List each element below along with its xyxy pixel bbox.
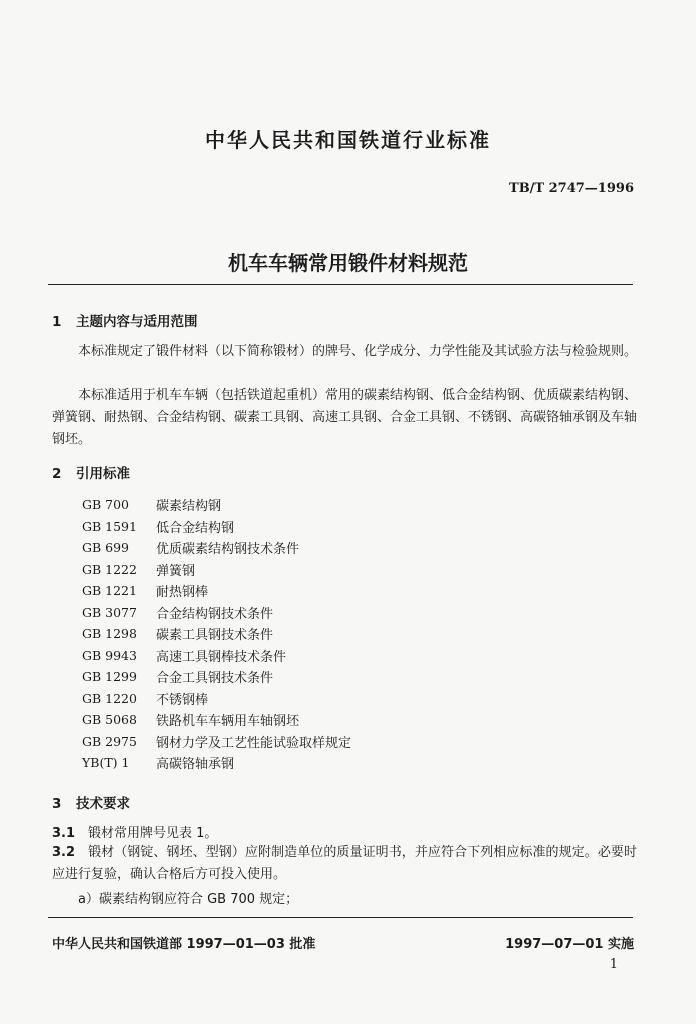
reference-code: GB 9943 <box>82 647 137 663</box>
reference-code: GB 2975 <box>82 733 137 749</box>
top-divider <box>48 284 633 285</box>
clause-3-2 <box>52 842 637 886</box>
reference-row <box>82 580 351 602</box>
effective-date: 1997—07—01 实施 <box>505 937 634 952</box>
clause-item-a: a）碳素结构钢应符合 GB 700 规定； <box>78 892 299 907</box>
reference-name: 高速工具钢棒技术条件 <box>156 649 287 665</box>
reference-row <box>82 645 351 667</box>
reference-row <box>82 516 351 538</box>
section-1-heading <box>52 310 198 330</box>
reference-code: GB 1221 <box>82 583 137 599</box>
reference-row <box>82 731 351 753</box>
clause-text: 锻材（钢锭、钢坯、型钢）应附制造单位的质量证明书，并应符合下列相应标准的规定。必要时应进行复验，确认合格后方可投入使用。 <box>52 845 637 882</box>
standard-number: TB/T 2747—1996 <box>509 181 634 196</box>
reference-code: GB 700 <box>82 497 130 513</box>
reference-code: GB 3077 <box>82 604 137 620</box>
reference-name: 优质碳素结构钢技术条件 <box>156 542 300 558</box>
reference-row <box>82 623 351 645</box>
reference-row <box>82 709 351 731</box>
section-1-paragraph-2: 本标准适用于机车车辆（包括铁道起重机）常用的碳素结构钢、低合金结构钢、优质碳素结构钢、弹簧钢、耐热钢、合金结构钢、碳素工具钢、高速工具钢、合金工具钢、不锈钢、高碳铬轴承钢及车轴钢坯。 <box>52 388 638 447</box>
reference-name: 耐热钢棒 <box>156 585 209 601</box>
document-title: 机车车辆常用锻件材料规范 <box>228 251 468 275</box>
section-2-heading <box>52 462 130 482</box>
section-number: 1 <box>52 314 62 330</box>
clause-number: 3.2 <box>52 845 76 860</box>
page-number: 1 <box>609 957 618 972</box>
reference-row <box>82 559 351 581</box>
reference-code: GB 699 <box>82 540 130 556</box>
clause-number: 3.1 <box>52 826 76 841</box>
reference-name: 合金结构钢技术条件 <box>156 606 274 622</box>
reference-code: GB 1220 <box>82 690 137 706</box>
section-title: 主题内容与适用范围 <box>76 314 198 330</box>
reference-code: GB 1222 <box>82 561 137 577</box>
reference-code: GB 1591 <box>82 518 137 534</box>
reference-code: GB 1298 <box>82 626 137 642</box>
org-title: 中华人民共和国铁道行业标准 <box>205 128 491 152</box>
section-number: 3 <box>52 796 62 812</box>
section-number: 2 <box>52 466 62 482</box>
reference-code: GB 5068 <box>82 712 137 728</box>
approval-line: 中华人民共和国铁道部 1997—01—03 批准 <box>52 937 316 952</box>
reference-name: 碳素结构钢 <box>156 499 222 515</box>
reference-name: 碳素工具钢技术条件 <box>156 628 274 644</box>
clause-text: 锻材常用牌号见表 1。 <box>88 826 218 841</box>
reference-name: 弹簧钢 <box>156 563 196 579</box>
section-title: 技术要求 <box>76 796 130 812</box>
reference-code: YB(T) 1 <box>82 755 130 771</box>
section-title: 引用标准 <box>76 466 130 482</box>
reference-name: 合金工具钢技术条件 <box>156 671 274 687</box>
reference-name: 钢材力学及工艺性能试验取样规定 <box>156 735 352 751</box>
reference-row <box>82 688 351 710</box>
section-1-paragraph-1: 本标准规定了锻件材料（以下简称锻材）的牌号、化学成分、力学性能及其试验方法与检验规则。 <box>78 344 638 359</box>
reference-name: 低合金结构钢 <box>156 520 235 536</box>
reference-list <box>82 494 351 774</box>
reference-row <box>82 666 351 688</box>
reference-code: GB 1299 <box>82 669 137 685</box>
reference-row <box>82 752 351 774</box>
reference-row <box>82 494 351 516</box>
reference-row <box>82 537 351 559</box>
reference-row <box>82 602 351 624</box>
reference-name: 铁路机车车辆用车轴钢坯 <box>156 714 300 730</box>
bottom-divider <box>48 917 633 918</box>
section-3-heading <box>52 792 130 812</box>
reference-name: 不锈钢棒 <box>156 692 209 708</box>
reference-name: 高碳铬轴承钢 <box>156 757 235 773</box>
clause-3-1 <box>52 822 217 841</box>
